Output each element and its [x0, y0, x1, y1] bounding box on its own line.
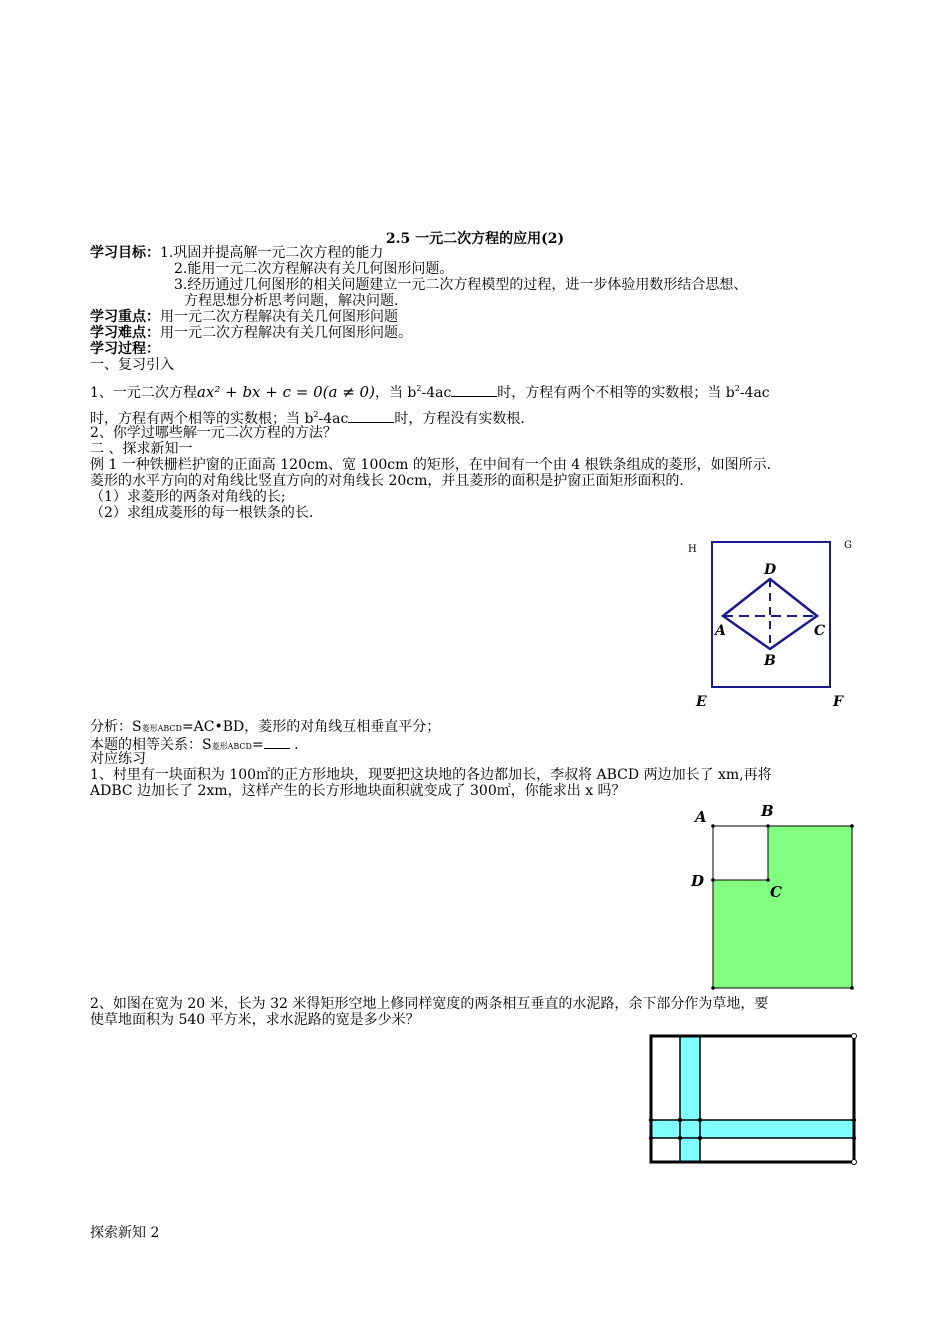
window-guard-figure	[680, 530, 870, 715]
review-q1-blank-2[interactable]	[348, 409, 394, 423]
key-point-line	[90, 309, 862, 325]
node-2	[698, 1118, 702, 1122]
analysis-line-1	[90, 719, 862, 735]
example-part-1: （1）求菱形的两条对角线的长;	[90, 489, 286, 505]
node-6	[649, 1136, 653, 1140]
analysis-line2-sub: 菱形ABCD	[211, 742, 252, 751]
key-point-label: 学习重点：	[90, 309, 160, 325]
label-b: B	[764, 653, 776, 669]
objectives-label: 学习目标：	[90, 245, 160, 261]
process-label: 学习过程：	[90, 341, 160, 357]
point-corner-tr	[850, 824, 854, 828]
label-a: A	[715, 623, 726, 639]
quadratic-formula: ax² + bx + c = 0(a ≠ 0)	[196, 383, 375, 401]
analysis-section	[90, 719, 862, 799]
difficulty-text: 用一元二次方程解决有关几何图形问题。	[160, 325, 412, 341]
original-square	[713, 826, 768, 880]
horizontal-road	[651, 1120, 854, 1138]
review-q1-prefix: 1、一元二次方程	[90, 385, 197, 401]
explore-2-heading: 探索新知 2	[90, 1225, 160, 1241]
corner-tr	[852, 1034, 857, 1039]
analysis-line-2	[90, 735, 862, 751]
page-title: 2.5 一元二次方程的应用(2)	[385, 231, 565, 247]
review-q1-line2-a: 时，方程有两个相等的实数根；当 b	[90, 411, 314, 427]
label-c: C	[814, 623, 826, 639]
review-section-rest	[90, 409, 862, 521]
objectives-line-1	[90, 245, 862, 261]
label-b-2: B	[761, 802, 774, 820]
practice-2-section	[90, 996, 862, 1028]
roads-figure	[645, 1030, 860, 1170]
review-q1-text-c: 时，方程有两个不相等的实数根；当 b	[497, 385, 735, 401]
analysis-line1-sub: 菱形ABCD	[141, 724, 182, 733]
practice-2-line-1: 2、如图在宽为 20 米，长为 32 米得矩形空地上修同样宽度的两条相互垂直的水泥路，余下部分作为草地，要	[90, 996, 769, 1012]
objective-3: 3.经历通过几何图形的相关问题建立一元二次方程模型的过程，进一步体验用数形结合思想、	[174, 277, 748, 293]
node-8	[852, 1136, 856, 1140]
analysis-blank[interactable]	[264, 735, 290, 749]
header-section	[90, 245, 862, 373]
objective-2: 2.能用一元二次方程解决有关几何图形问题。	[174, 261, 454, 277]
label-e: E	[696, 694, 707, 710]
node-7	[852, 1118, 856, 1122]
footer-section	[90, 1225, 862, 1241]
objective-4: 方程思想分析思考问题，解决问题.	[184, 293, 399, 309]
label-a-2: A	[695, 808, 707, 826]
node-5	[649, 1118, 653, 1122]
label-h: H	[688, 544, 697, 555]
analysis-line2-a: 本题的相等关系：S	[90, 737, 212, 753]
point-corner-br	[850, 986, 854, 990]
key-point-text: 用一元二次方程解决有关几何图形问题	[160, 309, 398, 325]
point-c	[766, 878, 770, 882]
difficulty-label: 学习难点：	[90, 325, 160, 341]
review-q1-line2-sup: 2	[313, 410, 319, 419]
objective-1: 1.巩固并提高解一元二次方程的能力	[160, 245, 384, 261]
practice-2-line-2: 使草地面积为 540 平方米，求水泥路的宽是多少米？	[90, 1012, 420, 1028]
review-heading: 一、复习引入	[90, 357, 174, 373]
point-a	[711, 824, 715, 828]
label-d: D	[764, 562, 777, 578]
review-q2: 2、你学过哪些解一元二次方程的方法？	[90, 425, 337, 441]
point-d	[711, 878, 715, 882]
explore-heading: 二 、探求新知一	[90, 441, 193, 457]
point-corner-bl	[711, 986, 715, 990]
review-q1-blank-1[interactable]	[451, 383, 497, 397]
corner-br	[852, 1160, 857, 1165]
practice-heading: 对应练习	[90, 751, 146, 767]
label-c-2: C	[770, 883, 782, 901]
label-d-2: D	[691, 872, 705, 890]
point-b	[766, 824, 770, 828]
plot-expansion-figure	[688, 798, 868, 996]
review-q1-text-d: -4ac	[739, 385, 770, 401]
label-g: G	[844, 540, 852, 551]
review-q1-sup-2: 2	[734, 384, 740, 393]
analysis-line2-b: =	[251, 737, 264, 753]
node-3	[678, 1136, 682, 1140]
analysis-line2-c: .	[289, 737, 299, 753]
example-part-2: （2）求组成菱形的每一根铁条的长.	[90, 505, 314, 521]
review-q1-line2-c: 时，方程没有实数根.	[394, 411, 525, 427]
review-q1-sup: 2	[416, 384, 422, 393]
review-q1-line-1	[90, 383, 862, 403]
practice-1-line-1: 1、村里有一块面积为 100㎡的正方形地块，现要把这块地的各边都加长，李叔将 ABCD 两边加长了 xm,再将	[90, 767, 772, 783]
analysis-line1-a: 分析：S	[90, 719, 142, 735]
analysis-line1-b: =AC•BD，菱形的对角线互相垂直平分；	[181, 719, 441, 735]
review-q1-line-2	[90, 409, 862, 425]
practice-1-line-2: ADBC 边加长了 2xm，这样产生的长方形地块面积就变成了 300㎡，你能求出 x 吗？	[90, 783, 626, 799]
node-1	[678, 1118, 682, 1122]
vertical-road	[680, 1036, 700, 1162]
review-q1-text-a: ，当 b	[374, 385, 417, 401]
example-line-1: 例 1 一种铁栅栏护窗的正面高 120cm、宽 100cm 的矩形，在中间有一个由 4 根铁条组成的菱形，如图所示.	[90, 457, 772, 473]
example-line-2: 菱形的水平方向的对角线比竖直方向的对角线长 20cm，并且菱形的面积是护窗正面矩形面积的.	[90, 473, 684, 489]
review-q1-line2-b: -4ac	[318, 411, 349, 427]
label-f: F	[833, 694, 843, 710]
review-q1-text-b: -4ac	[421, 385, 452, 401]
difficulty-line	[90, 325, 862, 341]
node-4	[698, 1136, 702, 1140]
